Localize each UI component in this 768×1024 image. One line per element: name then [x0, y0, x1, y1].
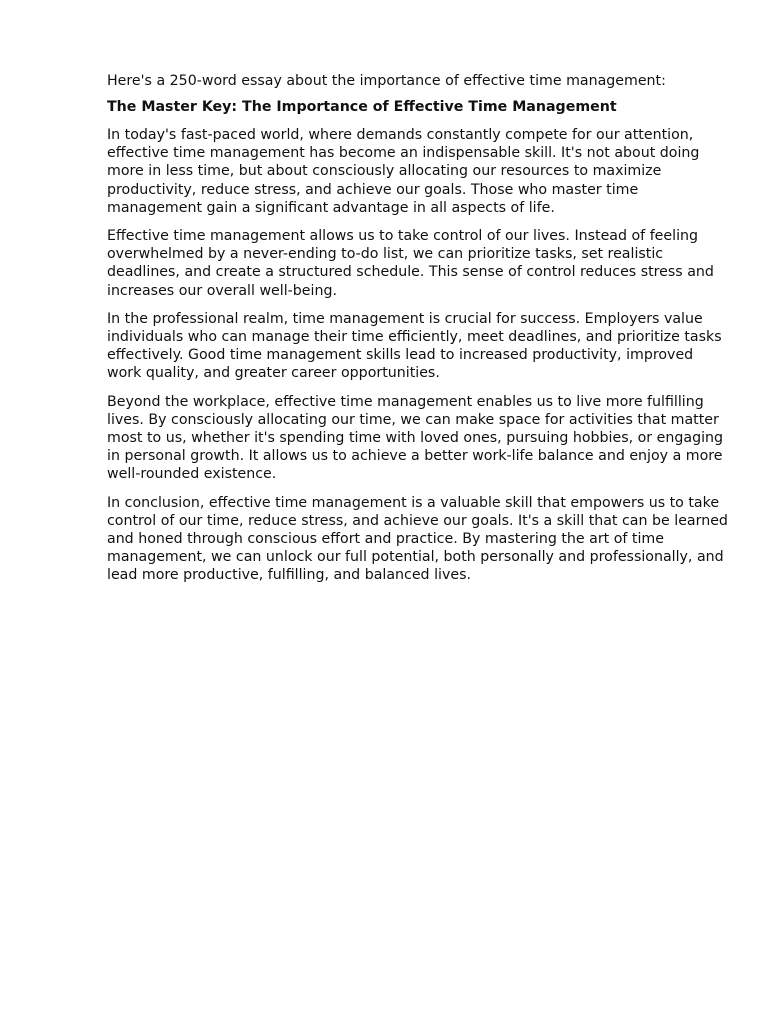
paragraph-4 — [107, 393, 724, 484]
paragraph-line: Effective time management allows us to take control of our lives. Instead of feeling — [107, 228, 699, 245]
paragraph-line: work quality, and greater career opportunities. — [107, 365, 440, 382]
paragraph-line: effective time management has become an indispensable skill. It's not about doing — [107, 145, 700, 162]
paragraph-line: lives. By consciously allocating our time, we can make space for activities that matter — [107, 411, 719, 428]
paragraph-line: Beyond the workplace, effective time management enables us to live more fulfilling — [107, 393, 704, 410]
paragraph-line: In conclusion, effective time management is a valuable skill that empowers us to take — [107, 494, 720, 511]
paragraph-line: more in less time, but about consciously allocating our resources to maximize — [107, 163, 662, 180]
intro-sentence: Here's a 250-word essay about the importance of effective time management: — [107, 73, 666, 89]
paragraph-line: management gain a significant advantage in all aspects of life. — [107, 199, 555, 216]
paragraph-line: in personal growth. It allows us to achieve a better work-life balance and enjoy a more — [107, 448, 723, 465]
paragraph-line: overwhelmed by a never-ending to-do list, we can prioritize tasks, set realistic — [107, 246, 664, 263]
paragraph-line: productivity, reduce stress, and achieve our goals. Those who master time — [107, 181, 639, 198]
essay-title: The Master Key: The Importance of Effective Time Management — [107, 99, 617, 115]
paragraph-line: effectively. Good time management skills lead to increased productivity, improved — [107, 347, 694, 364]
document-body — [107, 72, 728, 595]
paragraph-line: increases our overall well-being. — [107, 282, 337, 299]
paragraph-line: most to us, whether it's spending time with loved ones, pursuing hobbies, or engaging — [107, 430, 724, 447]
paragraph-line: In today's fast-paced world, where demands constantly compete for our attention, — [107, 127, 694, 143]
paragraph-line: and honed through conscious effort and practice. By mastering the art of time — [107, 531, 664, 548]
paragraph-2 — [107, 227, 717, 300]
paragraph-line: well-rounded existence. — [107, 466, 277, 483]
paragraph-line: management, we can unlock our full potential, both personally and professionally, and — [107, 549, 724, 566]
paragraph-line: deadlines, and create a structured schedule. This sense of control reduces stress and — [107, 264, 714, 281]
paragraph-3 — [107, 310, 722, 383]
paragraph-1 — [107, 126, 717, 217]
paragraph-line: In the professional realm, time management is crucial for success. Employers value — [107, 310, 703, 327]
paragraph-line: lead more productive, fulfilling, and balanced lives. — [107, 567, 471, 584]
paragraph-line: control of our time, reduce stress, and achieve our goals. It's a skill that can be learned — [107, 512, 728, 529]
paragraph-5 — [107, 494, 728, 585]
paragraph-line: individuals who can manage their time efficiently, meet deadlines, and prioritize tasks — [107, 329, 722, 346]
